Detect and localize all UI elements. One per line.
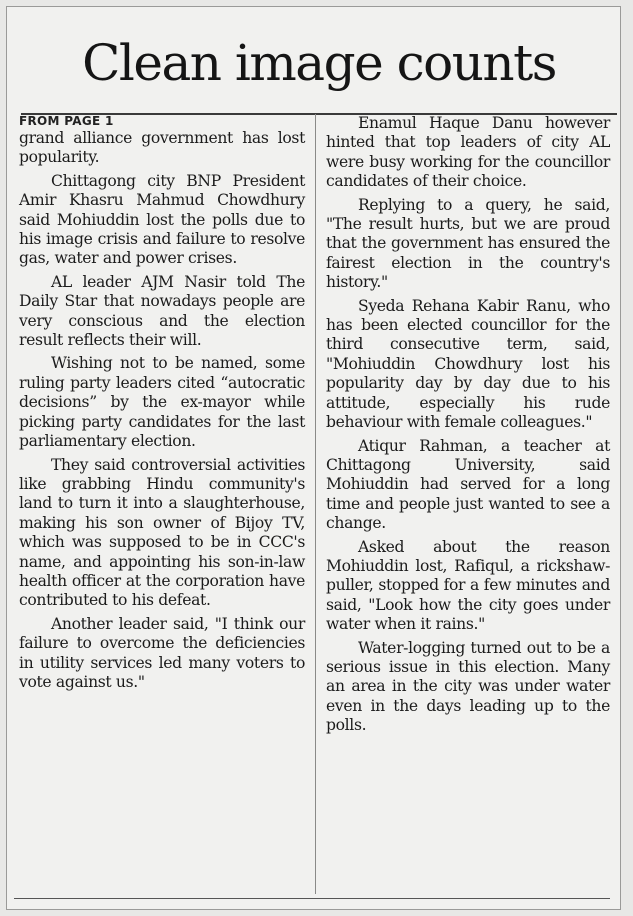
from-page-kicker: FROM PAGE 1 [19,114,114,128]
headline: Clean image counts [82,34,556,92]
paragraph: Water-logging turned out to be a serious issue in this election. Many an area in the city was under water even in the days leading up to the polls. [326,638,610,735]
paragraph: Atiqur Rahman, a teacher at Chittagong University, said Mohiuddin had served for a long time and people just wanted to see a change. [326,436,610,533]
right-column [326,114,610,740]
paragraph: Enamul Haque Danu however hinted that top leaders of city AL were busy working for the councillor candidates of their choice. [326,114,610,191]
paragraph: AL leader AJM Nasir told The Daily Star that nowadays people are very conscious and the election result reflects their will. [19,272,305,350]
paragraph: Chittagong city BNP President Amir Khasru Mahmud Chowdhury said Mohiuddin lost the polls due to his image crisis and failure to resolve gas, water and power crises. [19,171,305,268]
paragraph: grand alliance government has lost popularity. [19,129,305,167]
paragraph: Replying to a query, he said, "The result hurts, but we are proud that the government has ensured the fairest election in the country's history." [326,195,610,292]
left-column [19,114,305,696]
bottom-rule [14,898,610,899]
paragraph: Asked about the reason Mohiuddin lost, Rafiqul, a rickshaw-puller, stopped for a few minutes and said, "Look how the city goes under water when it rains." [326,537,610,634]
paragraph: Another leader said, "I think our failure to overcome the deficiencies in utility services led many voters to vote against us." [19,614,305,691]
paragraph: Wishing not to be named, some ruling party leaders cited “autocratic decisions” by the ex-mayor while picking party candidates for the last parliamentary election. [19,354,305,451]
paragraph: Syeda Rehana Kabir Ranu, who has been elected councillor for the third consecutive term, said, "Mohiuddin Chowdhury lost his popularity day by day due to his attitude, especially his rude behaviour with female colleagues." [326,296,610,432]
column-divider [315,114,316,894]
paragraph: They said controversial activities like grabbing Hindu community's land to turn it into a slaughterhouse, making his son owner of Bijoy TV, which was supposed to be in CCC's name, and appointing his son-in-law health officer at the corporation have contributed to his defeat. [19,455,305,610]
